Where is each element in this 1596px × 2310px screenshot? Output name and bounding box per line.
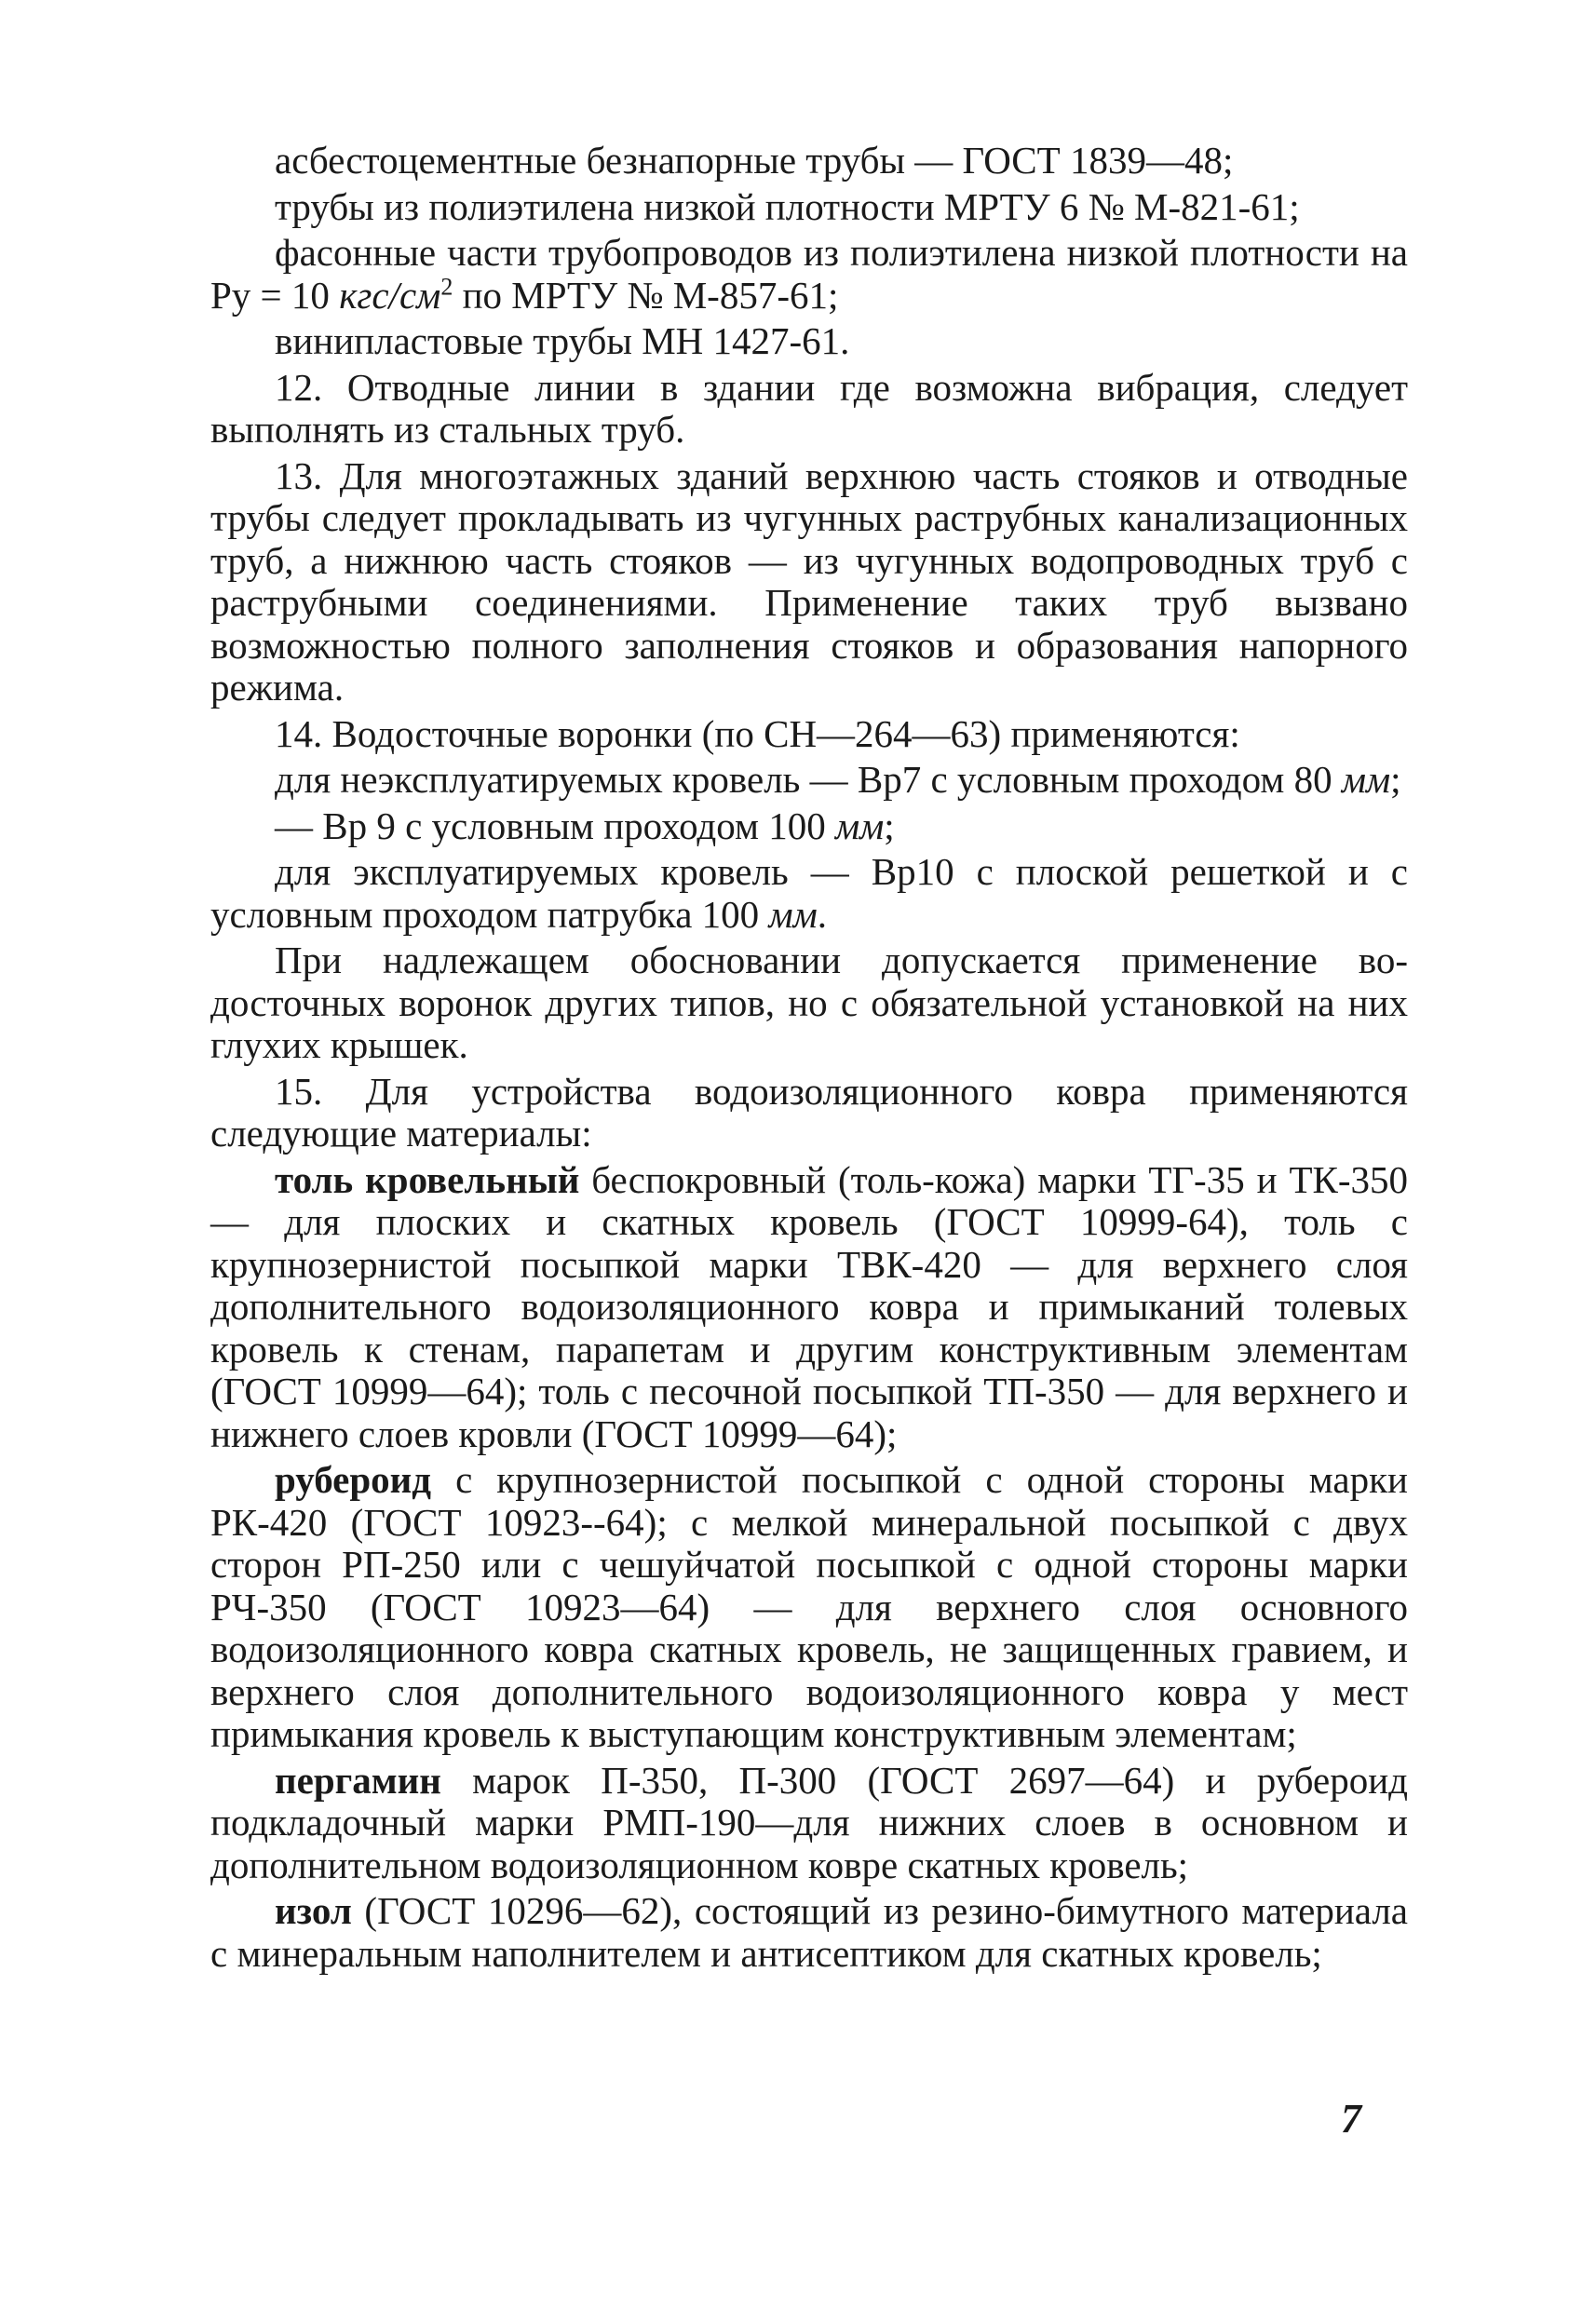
material-term: пергамин [275,1758,441,1802]
text-run: ; [1390,758,1401,801]
text-run: 12. Отводные линии в здании где возможна вибрация, следует выполнять из стальных труб. [210,365,1408,451]
text-run: фасонные части трубопроводов из полиэтилена низкой плотности на Ру = 10 [210,231,1408,317]
text-run: беспокровный (толь-кожа) марки ТГ-35 и ТК-350 — для плоских и скатных кровель (ГОСТ 10999-64), толь с крупнозернистой посыпкой марки ТВК-420 — для верхнего слоя дополнительного водоизоляционного ковра и примыканий толевых кровель к стенам, парапетам и другим конструктивным элементам (ГОСТ 10999—64); толь с песочной посыпкой ТП-350 — для верхнего и нижнего слоев кровли (ГОСТ 10999—64); [210,1157,1408,1455]
paragraph [210,140,1408,182]
paragraph [210,939,1408,1067]
text-run: винипластовые трубы МН 1427-61. [275,319,850,362]
paragraph [210,186,1408,229]
material-term: изол [275,1889,352,1932]
text-run: для неэксплуатируемых кровель — Вр7 с условным проходом 80 [275,758,1342,801]
text-run: по МРТУ № М-857-61; [453,273,839,317]
superscript: 2 [440,272,453,300]
paragraph [210,713,1408,756]
text-run: 14. Водосточные воронки (по СН—264—63) применяются: [275,711,1240,755]
paragraph [210,805,1408,848]
text-run: для эксплуатируемых кровель — Вр10 с плоской решеткой и с условным проходом патрубка 100 [210,850,1408,936]
text-run: асбестоцементные безнапорные трубы — ГОСТ 1839—48; [275,139,1234,182]
text-run: При надлежащем обосновании допускается применение водосточных воронок других типов, но с обязательной установкой на них глухих крышек. [210,939,1408,1066]
body-text [210,140,1408,1975]
paragraph [210,367,1408,452]
text-run: трубы из полиэтилена низкой плотности МРТУ 6 № М-821-61; [275,184,1300,228]
text-run: ; [884,804,895,847]
paragraph [210,1760,1408,1887]
text-run: с крупнозернистой посыпкой с одной стороны марки РК-420 (ГОСТ 10923--64); с мелкой минеральной посыпкой с двух сторон РП-250 или с чешуйчатой посыпкой с одной стороны марки РЧ-350 (ГОСТ 10923—64) — для верхнего слоя основного водоизоляционного ковра скатных кровель, не защищенных гравием, и верхнего слоя дополнительного водоизоляционного ковра у мест примыкания кровель к выступающим конструктивным элементам; [210,1458,1408,1755]
text-run: 13. Для многоэтажных зданий верхнюю часть стояков и отводные трубы следует прокладывать из чугунных раструбных канализационных труб, а нижнюю часть стояков — из чугунных водопроводных труб с раструбными соединениями. Применение таких труб вызвано возможностью полного заполнения стояков и образования напорного режима. [210,453,1408,709]
paragraph [210,320,1408,363]
unit-text: кгс/см [339,273,441,317]
paragraph [210,455,1408,709]
paragraph [210,851,1408,936]
text-run: . [817,892,828,936]
unit-text: мм [834,804,885,847]
document-page [210,140,1408,1979]
material-term: толь кровельный [275,1157,580,1201]
text-run: — Вр 9 с условным проходом 100 [275,804,835,847]
material-term: рубероид [275,1458,432,1501]
text-run: (ГОСТ 10296—62), состоящий из резино-бимутного материала с минеральным наполнителем и антисептиком для скатных кровель; [210,1889,1408,1975]
unit-text: мм [768,892,818,936]
paragraph [210,759,1408,802]
paragraph [210,232,1408,317]
text-run: марок П-350, П-300 (ГОСТ 2697—64) и рубероид подкладочный марки РМП-190—для нижних слоев в основном и дополнительном водоизоляционном ковре скатных кровель; [210,1758,1408,1886]
paragraph [210,1159,1408,1456]
unit-text: мм [1341,758,1391,801]
text-run: 15. Для устройства водоизоляционного ковра применяются следующие материалы: [210,1069,1408,1155]
page-number: 7 [1341,2096,1361,2141]
paragraph [210,1890,1408,1975]
paragraph [210,1071,1408,1155]
paragraph [210,1459,1408,1756]
